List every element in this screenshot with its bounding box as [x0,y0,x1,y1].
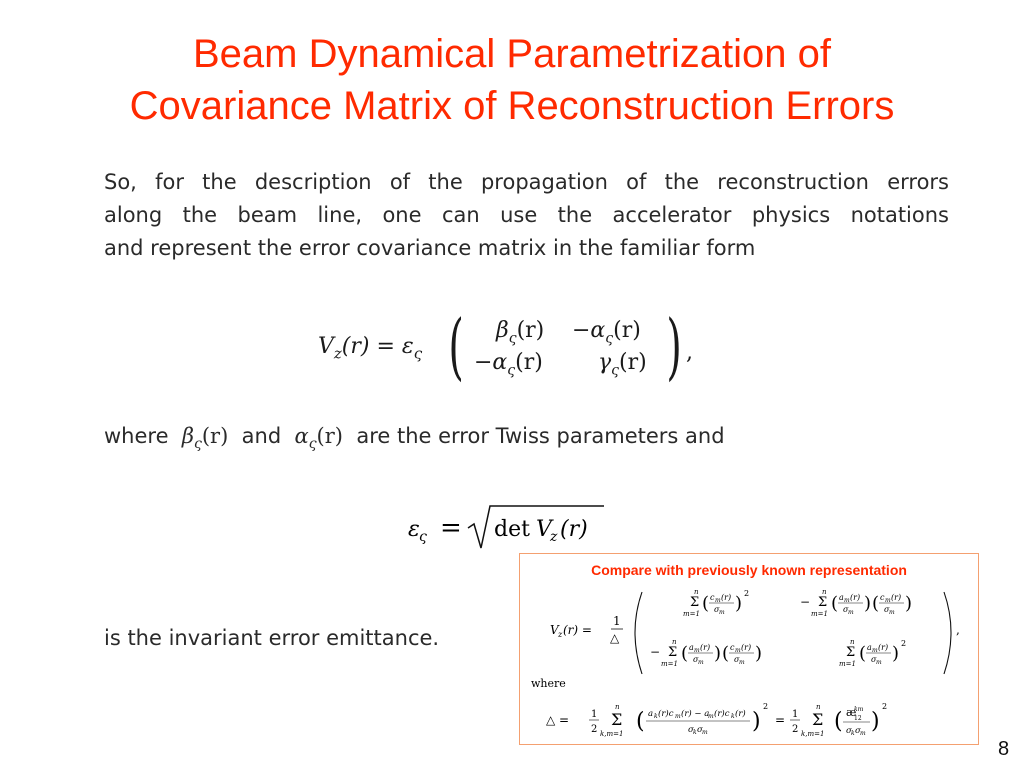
svg-text:12: 12 [854,715,862,722]
svg-text:n: n [672,638,677,646]
svg-text:c: c [880,593,885,602]
slide-title [0,28,1024,132]
alpha-symbol: $\alpha_\varsigma(r)$ [294,424,343,453]
svg-text:m: m [885,597,891,604]
compare-where-label: where [531,677,566,690]
svg-text:−: − [800,595,811,609]
svg-text:2: 2 [763,702,769,711]
svg-text:k: k [731,713,735,720]
svg-text:m: m [715,597,721,604]
compare-formula [520,582,978,742]
svg-text:Σ: Σ [812,710,824,729]
svg-text:m: m [735,647,741,654]
matrix-cell-11: $\beta_\varsigma(r)$ [496,318,545,347]
beta-symbol: $\beta_\varsigma(r)$ [181,424,229,453]
svg-text:k,m=1: k,m=1 [801,730,825,738]
compare-box-title: Compare with previously known representation [591,562,907,578]
matrix-cell-22: $\gamma_\varsigma(r)$ [598,350,647,379]
svg-text:(r): (r) [891,593,902,602]
svg-text:(r)c: (r)c [714,709,730,719]
svg-text:2: 2 [591,724,598,735]
delta-formula [546,702,887,738]
svg-text:): ) [752,709,761,734]
page-number: 8 [998,738,1010,760]
svg-text:c: c [730,643,735,652]
v-argument: (r) [560,517,588,542]
twiss-sentence: where $\beta_\varsigma(r)$ and $\alpha_\varsigma(r)$ are the error Twiss parameters and [104,424,725,453]
matrix-cell-21: $-\alpha_\varsigma(r)$ [474,350,543,379]
title-line-2: Covariance Matrix of Reconstruction Errors [129,84,895,128]
svg-text:km: km [854,706,864,713]
svg-text:2: 2 [792,724,799,735]
svg-text:σ: σ [884,605,890,614]
invariant-sentence: is the invariant error emittance. [104,626,440,650]
left-paren: ( [448,304,464,388]
svg-text:): ) [892,643,900,664]
ae-glyph: æ [846,706,857,719]
svg-text:(: ( [681,643,689,664]
equation-lhs: $V_z(r) = \varepsilon_\varsigma$ [318,334,423,363]
svg-text:(r): (r) [741,643,752,652]
svg-text:m: m [694,647,700,654]
svg-text:(: ( [702,593,710,614]
svg-text:σ: σ [688,725,694,735]
svg-text:a: a [839,593,844,602]
svg-text:1: 1 [591,709,598,720]
svg-text:a: a [867,643,872,652]
title-line-1: Beam Dynamical Parametrization of [192,32,832,76]
svg-text:m: m [848,609,854,616]
svg-text:(: ( [859,643,867,664]
intro-line-3: and represent the error covariance matrix in the familiar form [104,236,756,260]
svg-text:2: 2 [744,589,750,598]
svg-text:): ) [905,593,913,614]
equation-comma: , [686,340,693,365]
svg-text:2: 2 [901,639,907,648]
svg-text:1: 1 [792,709,799,720]
svg-text:(: ( [834,709,843,734]
svg-text:△: △ [610,631,620,645]
svg-text:m: m [719,609,725,616]
svg-text:m: m [739,659,745,666]
svg-text:n: n [850,638,855,646]
svg-text:m: m [675,713,681,720]
svg-text:): ) [871,709,880,734]
svg-text:(r): (r) [735,709,746,719]
svg-text:(r) =: (r) = [563,623,592,637]
svg-text:,: , [956,623,960,637]
intro-line-1: So, for the description of the propagation of the reconstruction errors [104,170,949,194]
svg-text:): ) [864,593,872,614]
svg-text:1: 1 [613,614,621,628]
svg-text:a: a [648,709,654,719]
svg-text:σ: σ [697,725,703,735]
svg-text:σ: σ [871,655,877,664]
svg-text:σ: σ [843,605,849,614]
svg-text:m=1: m=1 [839,660,856,668]
svg-text:(r) − a: (r) − a [681,709,710,719]
svg-text:=: = [775,713,786,727]
svg-text:Σ: Σ [611,710,623,729]
svg-text:(r): (r) [700,643,711,652]
svg-text:(r): (r) [721,593,732,602]
svg-text:m: m [698,659,704,666]
epsilon-symbol: ε [408,517,420,542]
svg-text:m: m [860,730,866,737]
svg-text:n: n [694,588,699,596]
svg-text:m: m [889,609,895,616]
svg-text:σ: σ [693,655,699,664]
svg-text:n: n [816,703,821,711]
equals-sign: = [440,513,462,543]
matrix-cell-12: $-\alpha_\varsigma(r)$ [572,318,641,347]
emittance-svg [408,504,618,552]
svg-text:Σ: Σ [818,595,828,610]
svg-text:(r): (r) [878,643,889,652]
svg-text:): ) [755,643,763,664]
svg-text:V: V [550,623,559,637]
svg-text:m=1: m=1 [661,660,678,668]
svg-text:a: a [689,643,694,652]
svg-text:): ) [735,593,743,614]
right-paren: ) [666,304,682,388]
svg-text:k: k [693,729,697,736]
svg-text:(: ( [872,593,880,614]
svg-text:△ =: △ = [546,713,570,727]
svg-text:m=1: m=1 [683,610,700,618]
svg-text:(: ( [722,643,730,664]
svg-text:m: m [876,659,882,666]
svg-text:(: ( [636,709,645,734]
svg-text:n: n [615,703,620,711]
svg-text:k,m=1: k,m=1 [600,730,624,738]
epsilon-subscript: ς [419,529,427,545]
svg-text:σ: σ [855,726,861,736]
svg-text:m: m [872,647,878,654]
svg-text:m: m [844,597,850,604]
svg-text:σ: σ [714,605,720,614]
svg-text:n: n [822,588,827,596]
svg-text:σ: σ [846,726,852,736]
svg-text:(r)c: (r)c [658,709,674,719]
svg-text:m: m [708,713,714,720]
svg-text:−: − [650,645,661,659]
v-subscript: z [550,529,558,545]
svg-text:Σ: Σ [690,595,700,610]
v-symbol: V [536,517,552,542]
intro-line-2: along the beam line, one can use the accelerator physics notations [104,203,949,227]
svg-text:Σ: Σ [668,645,678,660]
svg-text:m: m [702,729,708,736]
svg-text:σ: σ [734,655,740,664]
det-text: det [494,517,530,542]
svg-text:m=1: m=1 [811,610,828,618]
svg-text:Σ: Σ [846,645,856,660]
intro-paragraph [104,166,949,265]
svg-text:k: k [654,713,658,720]
svg-text:c: c [710,593,715,602]
svg-text:): ) [714,643,722,664]
compare-box [519,553,979,745]
svg-text:k: k [851,730,855,737]
svg-text:z: z [558,630,563,639]
svg-text:2: 2 [882,702,888,711]
svg-text:(: ( [831,593,839,614]
svg-text:(r): (r) [850,593,861,602]
